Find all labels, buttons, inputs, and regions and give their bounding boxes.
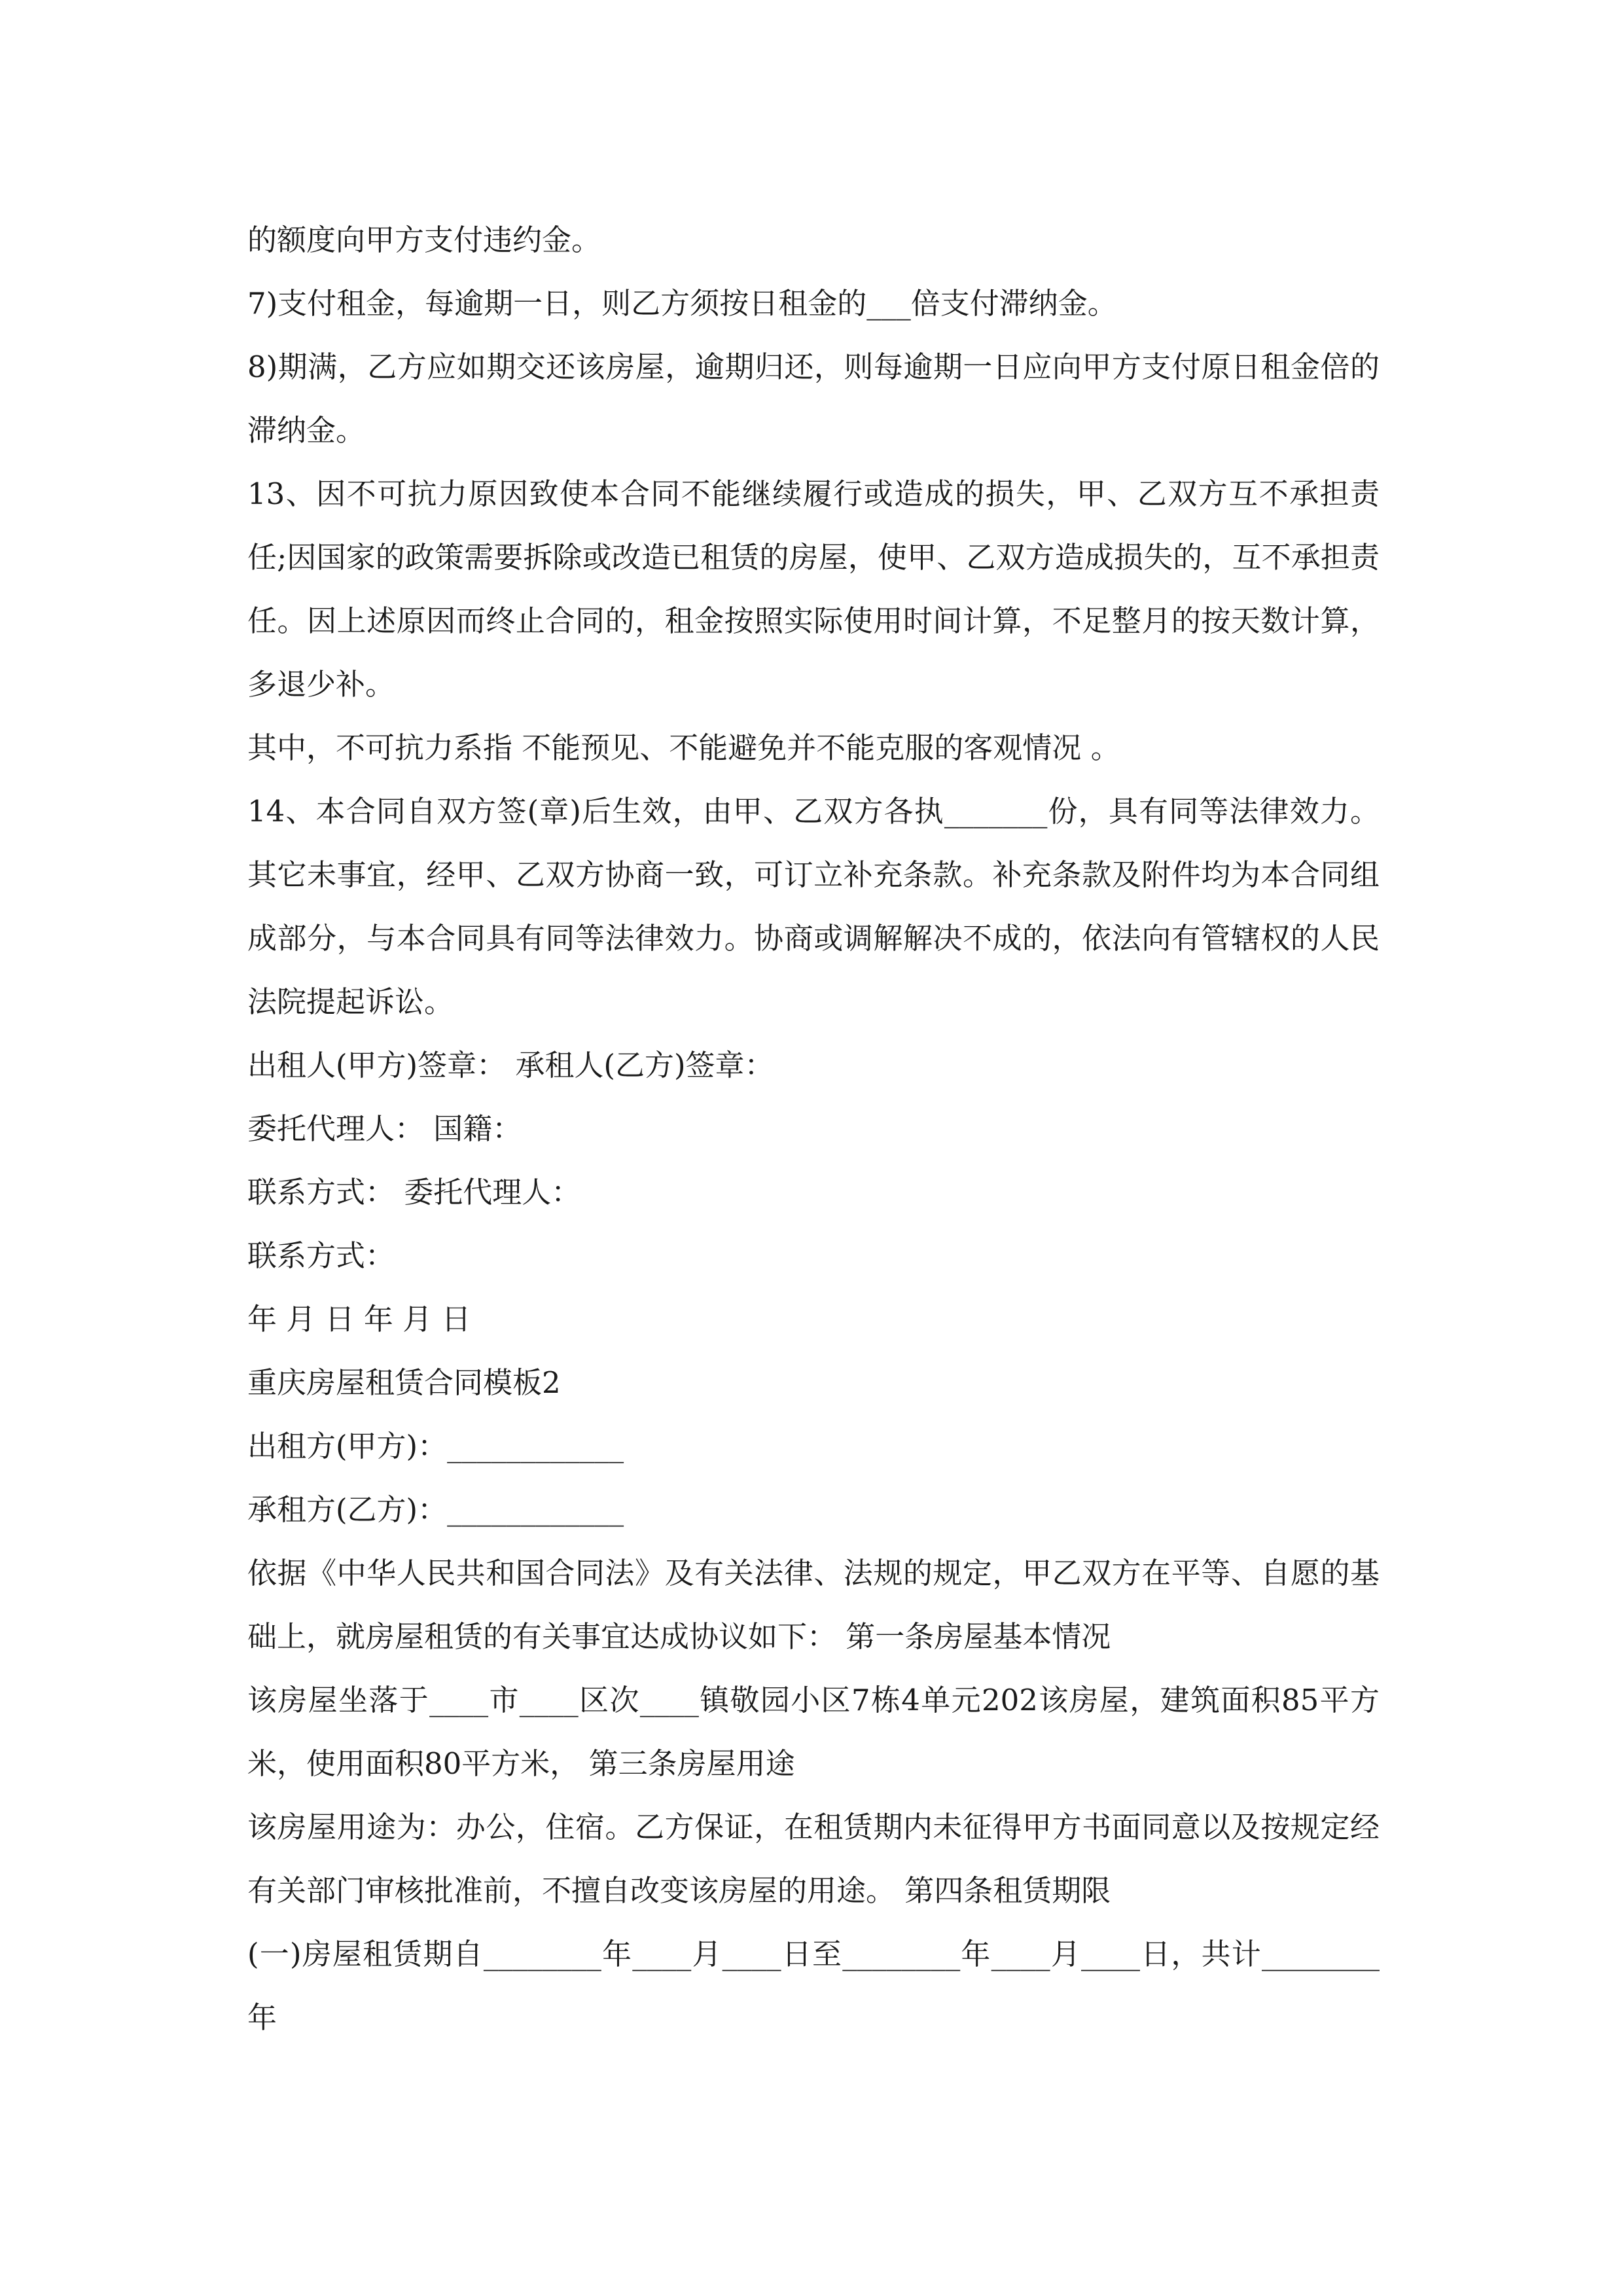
template-2-title: 重庆房屋租赁合同模板2 xyxy=(247,1365,561,1400)
signature-agent-nationality: 委托代理人： 国籍： xyxy=(247,1111,522,1146)
party-a-line: 出租方(甲方)：____________ xyxy=(247,1429,624,1463)
paragraph-item-8: 8)期满，乙方应如期交还该房屋，逾期归还，则每逾期一日应向甲方支付原日租金倍的滞纳金。 xyxy=(247,350,1380,448)
paragraph-clause-14: 14、本合同自双方签(章)后生效，由甲、乙双方各执_______份，具有同等法律效力。其它未事宜，经甲、乙双方协商一致，可订立补充条款。补充条款及附件均为本合同组成部分，与本合同具有同等法律效力。协商或调解解决不成的，依法向有管辖权的人民法院提起诉讼。 xyxy=(247,794,1380,1019)
paragraph-clause-13: 13、因不可抗力原因致使本合同不能继续履行或造成的损失，甲、乙双方互不承担责任;因国家的政策需要拆除或改造已租赁的房屋，使甲、乙双方造成损失的，互不承担责任。因上述原因而终止合同的，租金按照实际使用时间计算，不足整月的按天数计算，多退少补。 xyxy=(247,476,1380,702)
paragraph-force-majeure: 其中，不可抗力系指 不能预见、不能避免并不能克服的客观情况 。 xyxy=(247,730,1120,765)
signature-contact: 联系方式： xyxy=(247,1238,395,1273)
paragraph-location: 该房屋坐落于____市____区次____镇敬园小区7栋4单元202该房屋，建筑面积85平方米，使用面积80平方米， 第三条房屋用途 xyxy=(247,1683,1380,1781)
paragraph-basis: 依据《中华人民共和国合同法》及有关法律、法规的规定，甲乙双方在平等、自愿的基础上，就房屋租赁的有关事宜达成协议如下： 第一条房屋基本情况 xyxy=(247,1556,1380,1654)
signature-lessor-lessee: 出租人(甲方)签章： 承租人(乙方)签章： xyxy=(247,1048,774,1083)
paragraph-usage: 该房屋用途为：办公，住宿。乙方保证，在租赁期内未征得甲方书面同意以及按规定经有关部门审核批准前，不擅自改变该房屋的用途。 第四条租赁期限 xyxy=(247,1810,1380,1908)
paragraph-term: (一)房屋租赁期自________年____月____日至________年____月____日，共计________年 xyxy=(247,1937,1380,2035)
signature-contact-agent: 联系方式： 委托代理人： xyxy=(247,1175,581,1210)
paragraph-penalty-end: 的额度向甲方支付违约金。 xyxy=(247,223,601,257)
signature-date: 年 月 日 年 月 日 xyxy=(247,1302,471,1336)
paragraph-item-7: 7)支付租金，每逾期一日，则乙方须按日租金的___倍支付滞纳金。 xyxy=(247,286,1117,321)
party-b-line: 承租方(乙方)：____________ xyxy=(247,1492,624,1527)
document-body xyxy=(247,208,1380,2049)
